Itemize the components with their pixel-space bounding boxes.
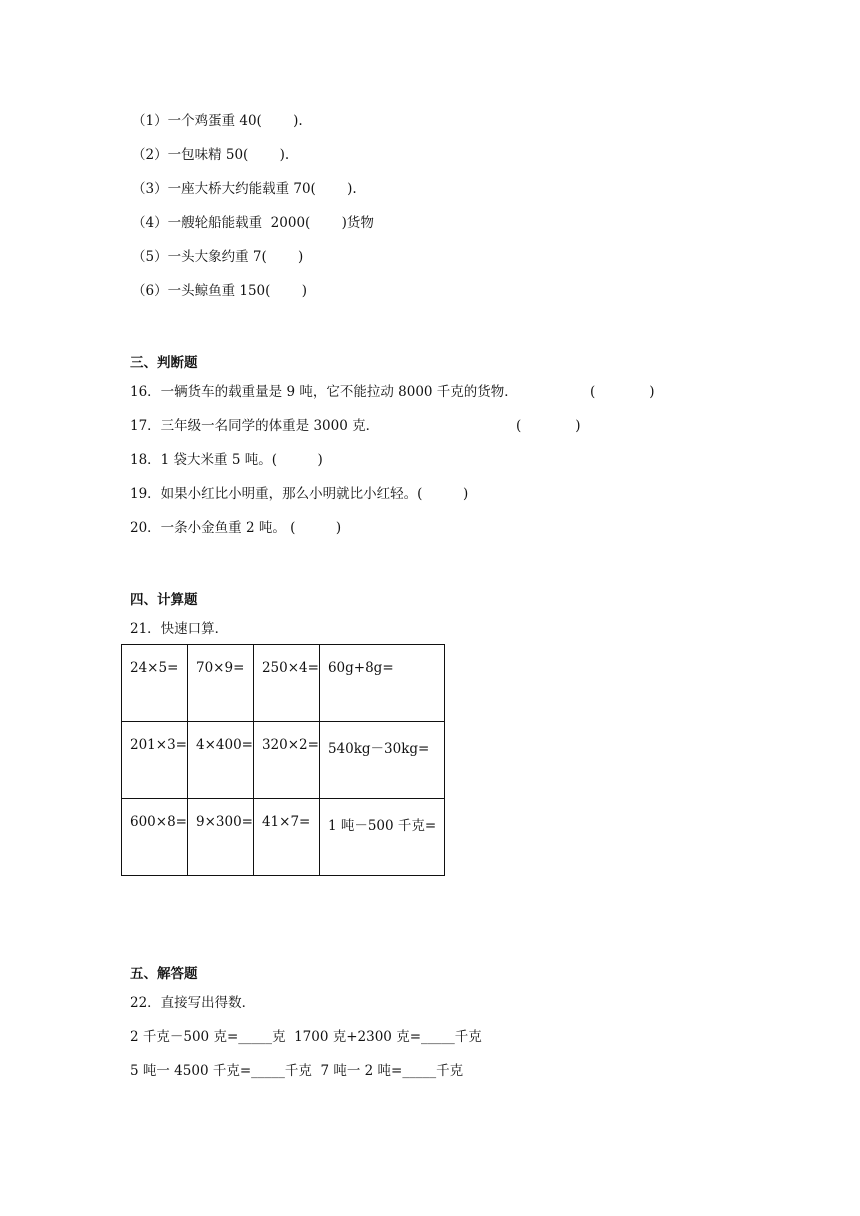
fill-item-4: （4）一艘轮船能载重 2000( )货物 — [132, 215, 374, 231]
table-cell: 24×5= — [122, 645, 188, 722]
table-cell: 60g+8g= — [319, 645, 444, 722]
fill-item-3: （3）一座大桥大约能载重 70( ). — [132, 181, 357, 197]
judge-item-19: 19．如果小红比小明重，那么小明就比小红轻。( ) — [130, 486, 469, 502]
table-cell: 4×400= — [187, 722, 253, 799]
section-4-title: 四、计算题 — [130, 592, 198, 608]
table-cell: 70×9= — [187, 645, 253, 722]
table-cell: 250×4= — [253, 645, 319, 722]
table-cell: 1 吨－500 千克= — [319, 799, 444, 876]
fill-item-1: （1）一个鸡蛋重 40( ). — [132, 113, 303, 129]
fill-item-5: （5）一头大象约重 7( ) — [132, 249, 304, 265]
table-row — [122, 645, 445, 722]
question-21: 21．快速口算． — [130, 621, 229, 637]
judge-item-16-bracket: ( ) — [590, 384, 655, 400]
judge-item-20: 20．一条小金鱼重 2 吨。 ( ) — [130, 520, 342, 536]
fill-item-6: （6）一头鲸鱼重 150( ) — [132, 283, 307, 299]
table-cell: 201×3= — [122, 722, 188, 799]
table-cell: 540kg－30kg= — [319, 722, 444, 799]
table-row — [122, 722, 445, 799]
judge-item-18: 18．1 袋大米重 5 吨。( ) — [130, 452, 323, 468]
answer-line-2: 5 吨一 4500 千克=_____千克 7 吨一 2 吨=_____千克 — [130, 1063, 464, 1079]
table-cell: 320×2= — [253, 722, 319, 799]
section-3-title: 三、判断题 — [130, 355, 198, 371]
judge-item-16: 16．一辆货车的载重量是 9 吨，它不能拉动 8000 千克的货物． — [130, 384, 518, 400]
table-cell: 41×7= — [253, 799, 319, 876]
table-cell: 9×300= — [187, 799, 253, 876]
judge-item-17-bracket: ( ) — [516, 418, 581, 434]
fill-item-2: （2）一包味精 50( ). — [132, 147, 290, 163]
question-22: 22．直接写出得数． — [130, 995, 256, 1011]
oral-calc-table — [121, 644, 445, 876]
answer-line-1: 2 千克－500 克=_____克 1700 克+2300 克=_____千克 — [130, 1029, 482, 1045]
section-5-title: 五、解答题 — [130, 966, 198, 982]
table-cell: 600×8= — [122, 799, 188, 876]
judge-item-17: 17．三年级一名同学的体重是 3000 克． — [130, 418, 380, 434]
table-row — [122, 799, 445, 876]
